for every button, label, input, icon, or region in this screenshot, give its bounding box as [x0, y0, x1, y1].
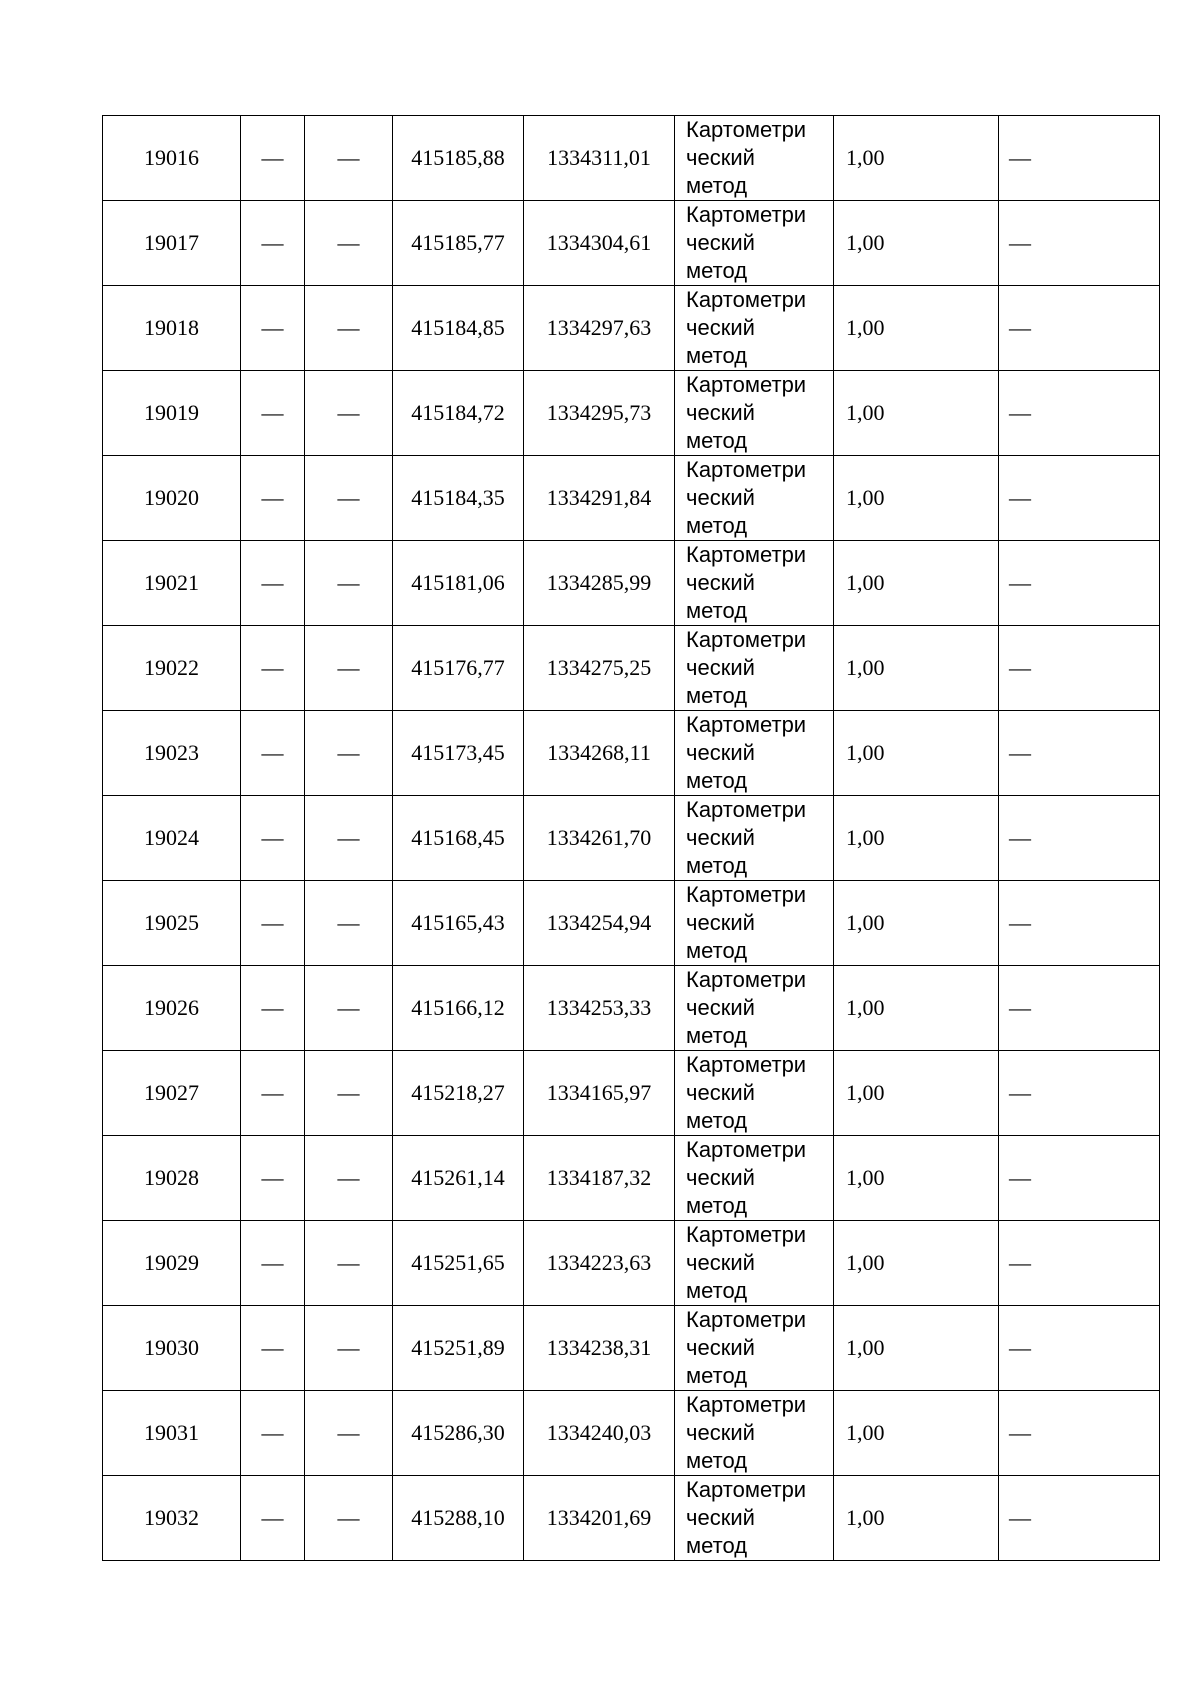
- description-cell: —: [999, 1136, 1160, 1221]
- new-y-cell: 1334165,97: [524, 1051, 675, 1136]
- table-row: [103, 1476, 1160, 1561]
- table-row: [103, 541, 1160, 626]
- method-cell: [675, 456, 834, 541]
- old-y-cell: —: [305, 456, 393, 541]
- point-number-cell: 19017: [103, 201, 241, 286]
- new-x-cell: 415181,06: [393, 541, 524, 626]
- old-y-cell: —: [305, 116, 393, 201]
- method-line: метод: [686, 683, 748, 708]
- method-line: Картометри: [686, 1392, 807, 1417]
- method-line: метод: [686, 343, 748, 368]
- new-x-cell: 415288,10: [393, 1476, 524, 1561]
- method-line: Картометри: [686, 797, 807, 822]
- method-cell: [675, 626, 834, 711]
- table-body: [103, 116, 1160, 1561]
- method-line: Картометри: [686, 1477, 807, 1502]
- method-cell: [675, 1306, 834, 1391]
- table-row: [103, 796, 1160, 881]
- method-line: ческий: [686, 910, 755, 935]
- new-x-cell: 415286,30: [393, 1391, 524, 1476]
- method-cell: [675, 1051, 834, 1136]
- old-y-cell: —: [305, 201, 393, 286]
- old-x-cell: —: [241, 711, 305, 796]
- accuracy-cell: 1,00: [834, 1051, 999, 1136]
- new-y-cell: 1334254,94: [524, 881, 675, 966]
- old-y-cell: —: [305, 881, 393, 966]
- old-y-cell: —: [305, 626, 393, 711]
- method-line: метод: [686, 1023, 748, 1048]
- table-row: [103, 286, 1160, 371]
- accuracy-cell: 1,00: [834, 711, 999, 796]
- description-cell: —: [999, 881, 1160, 966]
- point-number-cell: 19024: [103, 796, 241, 881]
- new-y-cell: 1334297,63: [524, 286, 675, 371]
- method-line: метод: [686, 1448, 748, 1473]
- new-x-cell: 415218,27: [393, 1051, 524, 1136]
- old-y-cell: —: [305, 286, 393, 371]
- accuracy-cell: 1,00: [834, 881, 999, 966]
- description-cell: —: [999, 966, 1160, 1051]
- method-line: Картометри: [686, 202, 807, 227]
- description-cell: —: [999, 116, 1160, 201]
- method-line: метод: [686, 768, 748, 793]
- point-number-cell: 19023: [103, 711, 241, 796]
- table-row: [103, 1221, 1160, 1306]
- method-line: Картометри: [686, 1137, 807, 1162]
- method-line: Картометри: [686, 372, 807, 397]
- new-x-cell: 415185,88: [393, 116, 524, 201]
- method-line: Картометри: [686, 117, 807, 142]
- old-x-cell: —: [241, 1221, 305, 1306]
- table-row: [103, 456, 1160, 541]
- method-cell: [675, 796, 834, 881]
- new-x-cell: 415185,77: [393, 201, 524, 286]
- new-y-cell: 1334285,99: [524, 541, 675, 626]
- method-line: ческий: [686, 995, 755, 1020]
- new-x-cell: 415261,14: [393, 1136, 524, 1221]
- new-y-cell: 1334223,63: [524, 1221, 675, 1306]
- table-row: [103, 201, 1160, 286]
- method-line: метод: [686, 1533, 748, 1558]
- accuracy-cell: 1,00: [834, 371, 999, 456]
- description-cell: —: [999, 1221, 1160, 1306]
- method-line: Картометри: [686, 882, 807, 907]
- old-x-cell: —: [241, 286, 305, 371]
- new-y-cell: 1334201,69: [524, 1476, 675, 1561]
- old-x-cell: —: [241, 371, 305, 456]
- method-line: ческий: [686, 485, 755, 510]
- description-cell: —: [999, 286, 1160, 371]
- method-line: Картометри: [686, 627, 807, 652]
- new-y-cell: 1334240,03: [524, 1391, 675, 1476]
- method-line: метод: [686, 428, 748, 453]
- new-x-cell: 415184,35: [393, 456, 524, 541]
- new-x-cell: 415173,45: [393, 711, 524, 796]
- description-cell: —: [999, 201, 1160, 286]
- old-y-cell: —: [305, 1391, 393, 1476]
- point-number-cell: 19031: [103, 1391, 241, 1476]
- accuracy-cell: 1,00: [834, 1136, 999, 1221]
- old-x-cell: —: [241, 1136, 305, 1221]
- old-y-cell: —: [305, 966, 393, 1051]
- table-row: [103, 116, 1160, 201]
- table-row: [103, 1391, 1160, 1476]
- new-y-cell: 1334238,31: [524, 1306, 675, 1391]
- point-number-cell: 19032: [103, 1476, 241, 1561]
- description-cell: —: [999, 711, 1160, 796]
- table-row: [103, 371, 1160, 456]
- method-line: Картометри: [686, 542, 807, 567]
- method-line: Картометри: [686, 1052, 807, 1077]
- method-cell: [675, 966, 834, 1051]
- point-number-cell: 19021: [103, 541, 241, 626]
- old-y-cell: —: [305, 796, 393, 881]
- new-y-cell: 1334261,70: [524, 796, 675, 881]
- old-x-cell: —: [241, 201, 305, 286]
- method-line: метод: [686, 258, 748, 283]
- new-x-cell: 415251,65: [393, 1221, 524, 1306]
- old-x-cell: —: [241, 1051, 305, 1136]
- method-line: ческий: [686, 400, 755, 425]
- method-cell: [675, 116, 834, 201]
- old-x-cell: —: [241, 456, 305, 541]
- point-number-cell: 19027: [103, 1051, 241, 1136]
- new-y-cell: 1334295,73: [524, 371, 675, 456]
- new-y-cell: 1334291,84: [524, 456, 675, 541]
- description-cell: —: [999, 1476, 1160, 1561]
- old-x-cell: —: [241, 1476, 305, 1561]
- method-cell: [675, 1221, 834, 1306]
- old-y-cell: —: [305, 1136, 393, 1221]
- new-y-cell: 1334187,32: [524, 1136, 675, 1221]
- old-y-cell: —: [305, 1306, 393, 1391]
- method-cell: [675, 881, 834, 966]
- old-y-cell: —: [305, 1476, 393, 1561]
- old-y-cell: —: [305, 711, 393, 796]
- point-number-cell: 19016: [103, 116, 241, 201]
- point-number-cell: 19019: [103, 371, 241, 456]
- table-row: [103, 1051, 1160, 1136]
- table-row: [103, 626, 1160, 711]
- method-line: Картометри: [686, 967, 807, 992]
- method-line: ческий: [686, 570, 755, 595]
- method-line: Картометри: [686, 1222, 807, 1247]
- old-x-cell: —: [241, 796, 305, 881]
- old-x-cell: —: [241, 1391, 305, 1476]
- method-line: метод: [686, 173, 748, 198]
- point-number-cell: 19020: [103, 456, 241, 541]
- point-number-cell: 19022: [103, 626, 241, 711]
- method-line: метод: [686, 513, 748, 538]
- table-row: [103, 1136, 1160, 1221]
- method-line: метод: [686, 598, 748, 623]
- description-cell: —: [999, 541, 1160, 626]
- method-line: метод: [686, 853, 748, 878]
- accuracy-cell: 1,00: [834, 201, 999, 286]
- new-y-cell: 1334275,25: [524, 626, 675, 711]
- new-x-cell: 415176,77: [393, 626, 524, 711]
- method-line: ческий: [686, 145, 755, 170]
- old-y-cell: —: [305, 1051, 393, 1136]
- accuracy-cell: 1,00: [834, 796, 999, 881]
- method-cell: [675, 1136, 834, 1221]
- point-number-cell: 19030: [103, 1306, 241, 1391]
- accuracy-cell: 1,00: [834, 541, 999, 626]
- point-number-cell: 19026: [103, 966, 241, 1051]
- method-line: ческий: [686, 655, 755, 680]
- old-x-cell: —: [241, 116, 305, 201]
- old-x-cell: —: [241, 626, 305, 711]
- method-line: метод: [686, 1363, 748, 1388]
- point-number-cell: 19025: [103, 881, 241, 966]
- method-line: ческий: [686, 1335, 755, 1360]
- table-row: [103, 966, 1160, 1051]
- accuracy-cell: 1,00: [834, 286, 999, 371]
- point-number-cell: 19028: [103, 1136, 241, 1221]
- accuracy-cell: 1,00: [834, 626, 999, 711]
- method-cell: [675, 201, 834, 286]
- method-line: ческий: [686, 315, 755, 340]
- coordinates-table: [102, 115, 1160, 1561]
- method-line: Картометри: [686, 457, 807, 482]
- new-y-cell: 1334253,33: [524, 966, 675, 1051]
- new-y-cell: 1334268,11: [524, 711, 675, 796]
- method-cell: [675, 541, 834, 626]
- point-number-cell: 19029: [103, 1221, 241, 1306]
- new-y-cell: 1334304,61: [524, 201, 675, 286]
- accuracy-cell: 1,00: [834, 1221, 999, 1306]
- method-line: Картометри: [686, 287, 807, 312]
- accuracy-cell: 1,00: [834, 1306, 999, 1391]
- description-cell: —: [999, 796, 1160, 881]
- method-line: ческий: [686, 1080, 755, 1105]
- accuracy-cell: 1,00: [834, 116, 999, 201]
- description-cell: —: [999, 456, 1160, 541]
- method-line: метод: [686, 1193, 748, 1218]
- method-line: ческий: [686, 1420, 755, 1445]
- old-x-cell: —: [241, 966, 305, 1051]
- old-y-cell: —: [305, 371, 393, 456]
- point-number-cell: 19018: [103, 286, 241, 371]
- old-y-cell: —: [305, 1221, 393, 1306]
- description-cell: —: [999, 371, 1160, 456]
- method-cell: [675, 371, 834, 456]
- method-cell: [675, 286, 834, 371]
- new-x-cell: 415251,89: [393, 1306, 524, 1391]
- table-row: [103, 711, 1160, 796]
- method-line: метод: [686, 1108, 748, 1133]
- description-cell: —: [999, 626, 1160, 711]
- description-cell: —: [999, 1391, 1160, 1476]
- method-cell: [675, 711, 834, 796]
- new-x-cell: 415184,72: [393, 371, 524, 456]
- method-cell: [675, 1391, 834, 1476]
- old-y-cell: —: [305, 541, 393, 626]
- method-line: метод: [686, 1278, 748, 1303]
- description-cell: —: [999, 1051, 1160, 1136]
- new-x-cell: 415165,43: [393, 881, 524, 966]
- description-cell: —: [999, 1306, 1160, 1391]
- method-line: Картометри: [686, 712, 807, 737]
- table-row: [103, 1306, 1160, 1391]
- method-line: ческий: [686, 825, 755, 850]
- method-line: ческий: [686, 1250, 755, 1275]
- method-line: ческий: [686, 1165, 755, 1190]
- method-line: ческий: [686, 230, 755, 255]
- accuracy-cell: 1,00: [834, 1476, 999, 1561]
- method-line: ческий: [686, 740, 755, 765]
- accuracy-cell: 1,00: [834, 456, 999, 541]
- old-x-cell: —: [241, 541, 305, 626]
- old-x-cell: —: [241, 881, 305, 966]
- accuracy-cell: 1,00: [834, 966, 999, 1051]
- method-cell: [675, 1476, 834, 1561]
- table-row: [103, 881, 1160, 966]
- new-x-cell: 415166,12: [393, 966, 524, 1051]
- old-x-cell: —: [241, 1306, 305, 1391]
- method-line: ческий: [686, 1505, 755, 1530]
- new-x-cell: 415168,45: [393, 796, 524, 881]
- method-line: метод: [686, 938, 748, 963]
- accuracy-cell: 1,00: [834, 1391, 999, 1476]
- new-x-cell: 415184,85: [393, 286, 524, 371]
- method-line: Картометри: [686, 1307, 807, 1332]
- new-y-cell: 1334311,01: [524, 116, 675, 201]
